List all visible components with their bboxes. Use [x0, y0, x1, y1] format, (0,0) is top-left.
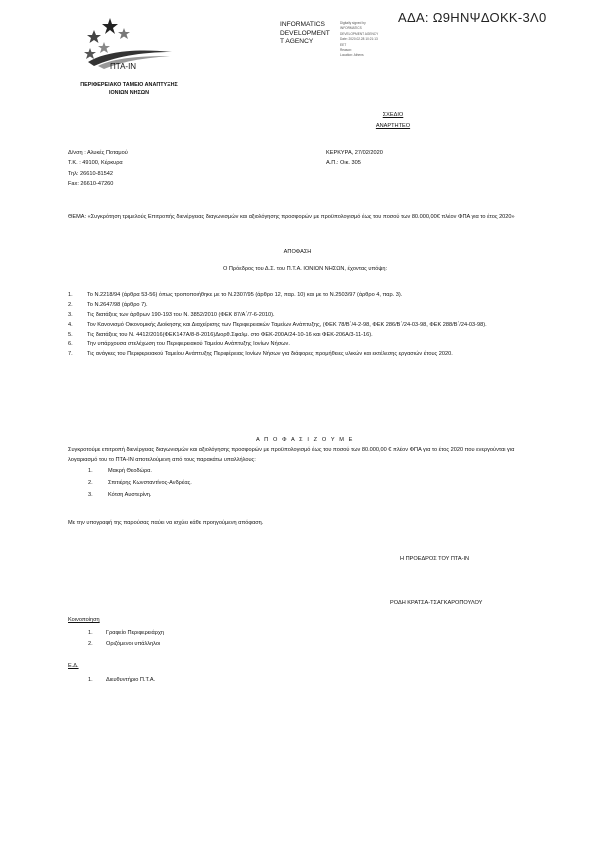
item-number: 3. [68, 311, 73, 318]
draft-label [368, 110, 418, 132]
item-number: 4. [68, 321, 73, 328]
item-text: Τις διατάξεις των άρθρων 190-193 του Ν. 3852/2010 (ΦΕΚ 87/Α΄/7-6-2010). [87, 311, 275, 318]
list-item [68, 291, 528, 300]
item-text: Διευθυντήριο Π.Τ.Α. [106, 677, 156, 683]
signature-detail-line: DEVELOPMENT AGENCY [340, 31, 379, 36]
list-item [68, 321, 528, 330]
item-text: Το Ν.2647/98 (άρθρο 7). [87, 301, 148, 308]
notification-heading: Κοινοποίηση [68, 617, 100, 623]
internal-distribution-heading: Ε.Δ. [68, 663, 79, 669]
list-item [68, 331, 528, 340]
ada-code: ΑΔΑ: Ω9ΗΝΨΔΟΚΚ-3Λ0 [398, 10, 547, 25]
item-text: Το Ν.2218/94 (άρθρα 53-56) όπως τροποποιήθηκε με το Ν.2307/95 (άρθρο 12, παρ. 10) και με το Ν.2503/97 (άρθρο 4, παρ. 3). [87, 292, 403, 298]
item-number: 2. [68, 301, 73, 308]
decision-heading: ΑΠΟΦΑΣΗ [283, 249, 312, 255]
considerations-list [68, 291, 528, 360]
internal-distribution-list [88, 675, 155, 686]
protocol-number: Α.Π.: Οικ. 305 [326, 160, 361, 167]
agency-stamp [280, 21, 330, 47]
item-text: Σπιτιέρης Κωνσταντίνος-Ανδρέας. [108, 480, 192, 486]
item-number: 2. [88, 641, 93, 647]
closing-statement: Με την υπογραφή της παρούσας παύει να ισχύει κάθε προηγούμενη απόφαση. [68, 520, 264, 526]
sender-address [68, 148, 128, 190]
list-item [88, 489, 192, 501]
organization-name-line: ΠΕΡΙΦΕΡΕΙΑΚΟ ΤΑΜΕΙΟ ΑΝΑΠΤΥΞΗΣ [80, 82, 178, 88]
place-date: ΚΕΡΚΥΡΑ, 27/02/2020 [326, 150, 383, 156]
agency-stamp-line: INFORMATICS [280, 21, 325, 28]
address-line: Τηλ: 26610-81542 [68, 170, 113, 177]
digital-signature-details [340, 21, 378, 59]
notification-list [88, 628, 164, 650]
item-number: 2. [88, 480, 93, 486]
item-text: Την υπάρχουσα στελέχωση του Περιφερειακού Ταμείου Ανάπτυξης Ιονίων Νήσων. [87, 341, 290, 348]
signature-detail-line: Date: 2020.02.28 10:21:13 [340, 37, 378, 42]
item-number: 7. [68, 351, 73, 358]
item-number: 1. [88, 468, 93, 474]
address-line: Fax: 26610-47260 [68, 181, 114, 188]
signature-detail-line: EET [340, 42, 347, 47]
item-number: 6. [68, 341, 73, 348]
signature-detail-line: Location: Athens [340, 53, 364, 58]
item-text: Τον Κανονισμό Οικονομικής Διοίκησης και Διαχείρισης των Περιφερειακών Ταμείων Ανάπτυξης, (ΦΕΚ 78/Β΄/4-2-98, ΦΕΚ 286/Β΄/24-03-98, ΦΕΚ 288/Β΄/24-03-98). [87, 321, 487, 328]
committee-members-list [88, 465, 192, 501]
draft-line: ΑΝΑΡΤΗΤΕΟ [375, 123, 411, 129]
list-item [88, 477, 192, 489]
draft-line: ΣΧΕΔΙΟ [382, 112, 404, 118]
list-item [68, 311, 528, 320]
item-number: 3. [88, 492, 93, 498]
agency-stamp-line: T AGENCY [280, 38, 314, 46]
signature-detail-line: Digitally signed by [340, 21, 366, 25]
list-item [88, 465, 192, 477]
we-decide-heading: Α Π Ο Φ Α Σ Ι Ζ Ο Υ Μ Ε [256, 437, 354, 443]
address-line: Δ/νση : Αλυκές Ποταμού [68, 150, 128, 156]
list-item [68, 350, 528, 359]
item-text: Οριζόμενοι υπάλληλοι [106, 641, 161, 647]
organization-name-line: ΙΟΝΙΩΝ ΝΗΣΩΝ [108, 89, 150, 96]
organization-name [60, 82, 198, 97]
signature-title: Η ΠΡΟΕΔΡΟΣ ΤΟΥ ΠΤΑ-ΙΝ [400, 556, 470, 562]
item-text: Κότση Αυστερίνη. [108, 492, 152, 498]
item-text: Γραφείο Περιφερειάρχη [106, 630, 164, 636]
president-statement: Ο Πρόεδρος του Δ.Σ. του Π.Τ.Α. ΙΟΝΙΩΝ ΝΗΣΩΝ, έχοντας υπόψη: [222, 266, 388, 272]
item-number: 1. [68, 292, 73, 298]
subject: ΘΕΜΑ: «Συγκρότηση τριμελούς Επιτροπής διενέργειας διαγωνισμών και αξιολόγησης προσφορών με προϋπολογισμό έως του ποσού των 80.000,00€ πλέον ΦΠΑ για το έτος 2020» [68, 214, 515, 220]
item-text: Μακρή Θεοδώρα. [108, 468, 152, 474]
signature-detail-line: Reason: [340, 48, 352, 53]
agency-stamp-line: DEVELOPMENT [280, 29, 330, 37]
item-text: Τις ανάγκες του Περιφερειακού Ταμείου Ανάπτυξης Περιφέρειας Ιονίων Νήσων για διάφορες προμήθειες υλικών και εκτέλεσης εργασιών έτους 2020. [87, 351, 453, 358]
signatory-name: ΡΟΔΗ ΚΡΑΤΣΑ-ΤΣΑΓΚΑΡΟΠΟΥΛΟΥ [390, 600, 483, 606]
item-number: 1. [88, 630, 93, 636]
decision-text: Συγκροτούμε επιτροπή διενέργειας διαγωνισμών και αξιολόγησης προσφορών με προϋπολογισμό έως του ποσού των 80.000,00 € πλέον ΦΠΑ για το έτος 2020 που ενεργούνται για λογαριασμό του το ΠΤΑ-ΙΝ αποτελούμενη από τους παρακάτω υπαλλήλους: [68, 447, 515, 463]
signature-detail-line: INFORMATICS [340, 26, 362, 31]
item-number: 5. [68, 331, 73, 338]
list-item [88, 628, 164, 639]
place-date-protocol [326, 148, 383, 169]
list-item [68, 340, 528, 349]
list-item [88, 675, 155, 686]
item-number: 1. [88, 677, 93, 683]
item-text: Τις διατάξεις του Ν. 4412/2016(ΦΕΚ147Α/8-8-2016)Διορθ.Σφαλμ. στο ΦΕΚ-200Α/24-10-16 και ΦΕΚ-206Α/3-11-16). [87, 331, 373, 338]
address-line: Τ.Κ. : 49100, Κέρκυρα [68, 160, 123, 167]
list-item [68, 301, 528, 310]
logo-name: ΠΤΑ-ΙΝ [110, 62, 137, 71]
list-item [88, 639, 164, 650]
